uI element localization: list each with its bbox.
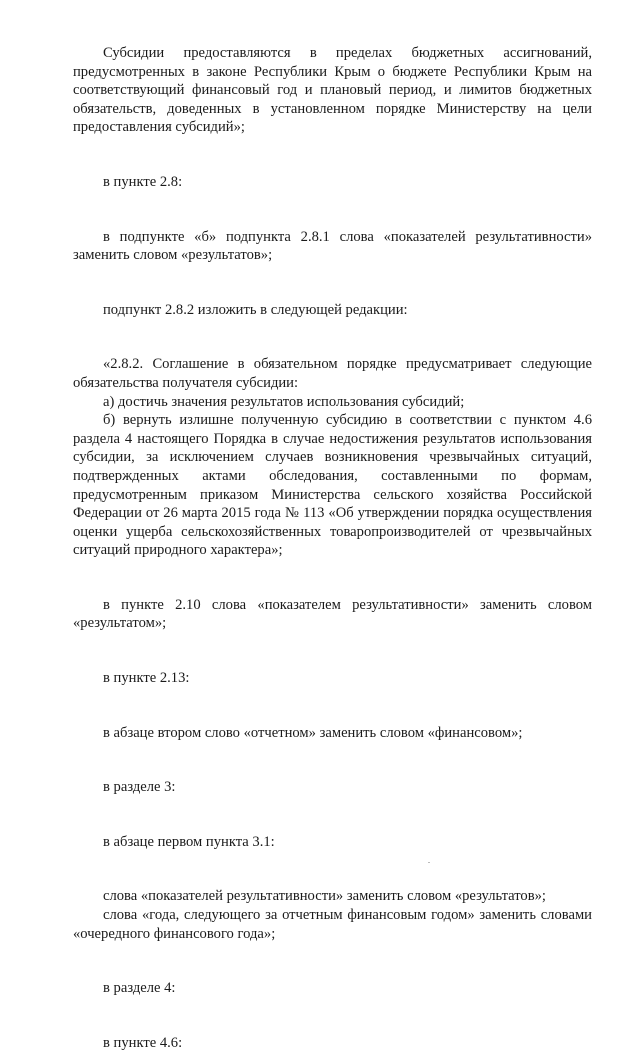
paragraph-point-2-13: в пункте 2.13: [103,670,190,687]
paragraph-second-abzac: в абзаце втором слово «отчетном» заменить словом «финансовом»; [103,724,523,741]
paragraph-section-4: в разделе 4: [103,980,176,997]
paragraph-subsidies-budget: Субсидии предоставляются в пределах бюджетных ассигнований, предусмотренных в законе Республики Крым о бюджете Республики Крым на соответствующий финансовый год и плановый период, и лимитов бюджетных обязательств, доведенных в установленном порядке Министерству на цели предоставления субсидий»; [73,45,592,136]
list-item-b: б) вернуть излишне полученную субсидию в соответствии с пунктом 4.6 раздела 4 настоящего Порядка в случае недостижения результатов использования субсидии, за исключением случаев возникновения чрезвычайных ситуаций, подтвержденных актами обследования, составленными по формам, предусмотренным приказом Министерства сельского хозяйства Российской Федерации от 26 марта 2015 года № 113 «Об утверждении порядка осуществления оценки ущерба сельскохозяйственных товаропроизводителей от чрезвычайных ситуаций природного характера»; [73,412,592,559]
paragraph-point-2-10: в пункте 2.10 слова «показателем результативности» заменить словом «результатом»; [73,596,592,632]
document-page [73,44,592,1052]
list-item-a: а) достичь значения результатов использования субсидий; [103,393,465,410]
paragraph-agreement-obligations: «2.8.2. Соглашение в обязательном порядке предусматривает следующие обязательства получателя субсидии: [73,356,592,391]
paragraph-subpoint-2-8-1: в подпункте «б» подпункта 2.8.1 слова «показателей результативности» заменить словом «результатов»; [73,228,592,264]
paragraph-words-year: слова «года, следующего за отчетным финансовым годом» заменить словами «очередного финансового года»; [73,907,592,942]
scan-speck [428,862,430,863]
paragraph-point-2-8: в пункте 2.8: [103,173,183,190]
paragraph-subpoint-2-8-2-intro: подпункт 2.8.2 изложить в следующей редакции: [103,301,408,318]
paragraph-words-results: слова «показателей результативности» заменить словом «результатов»; [103,888,546,905]
paragraph-point-4-6: в пункте 4.6: [103,1034,183,1051]
paragraph-section-3: в разделе 3: [103,779,176,796]
paragraph-point-3-1: в абзаце первом пункта 3.1: [103,833,275,850]
